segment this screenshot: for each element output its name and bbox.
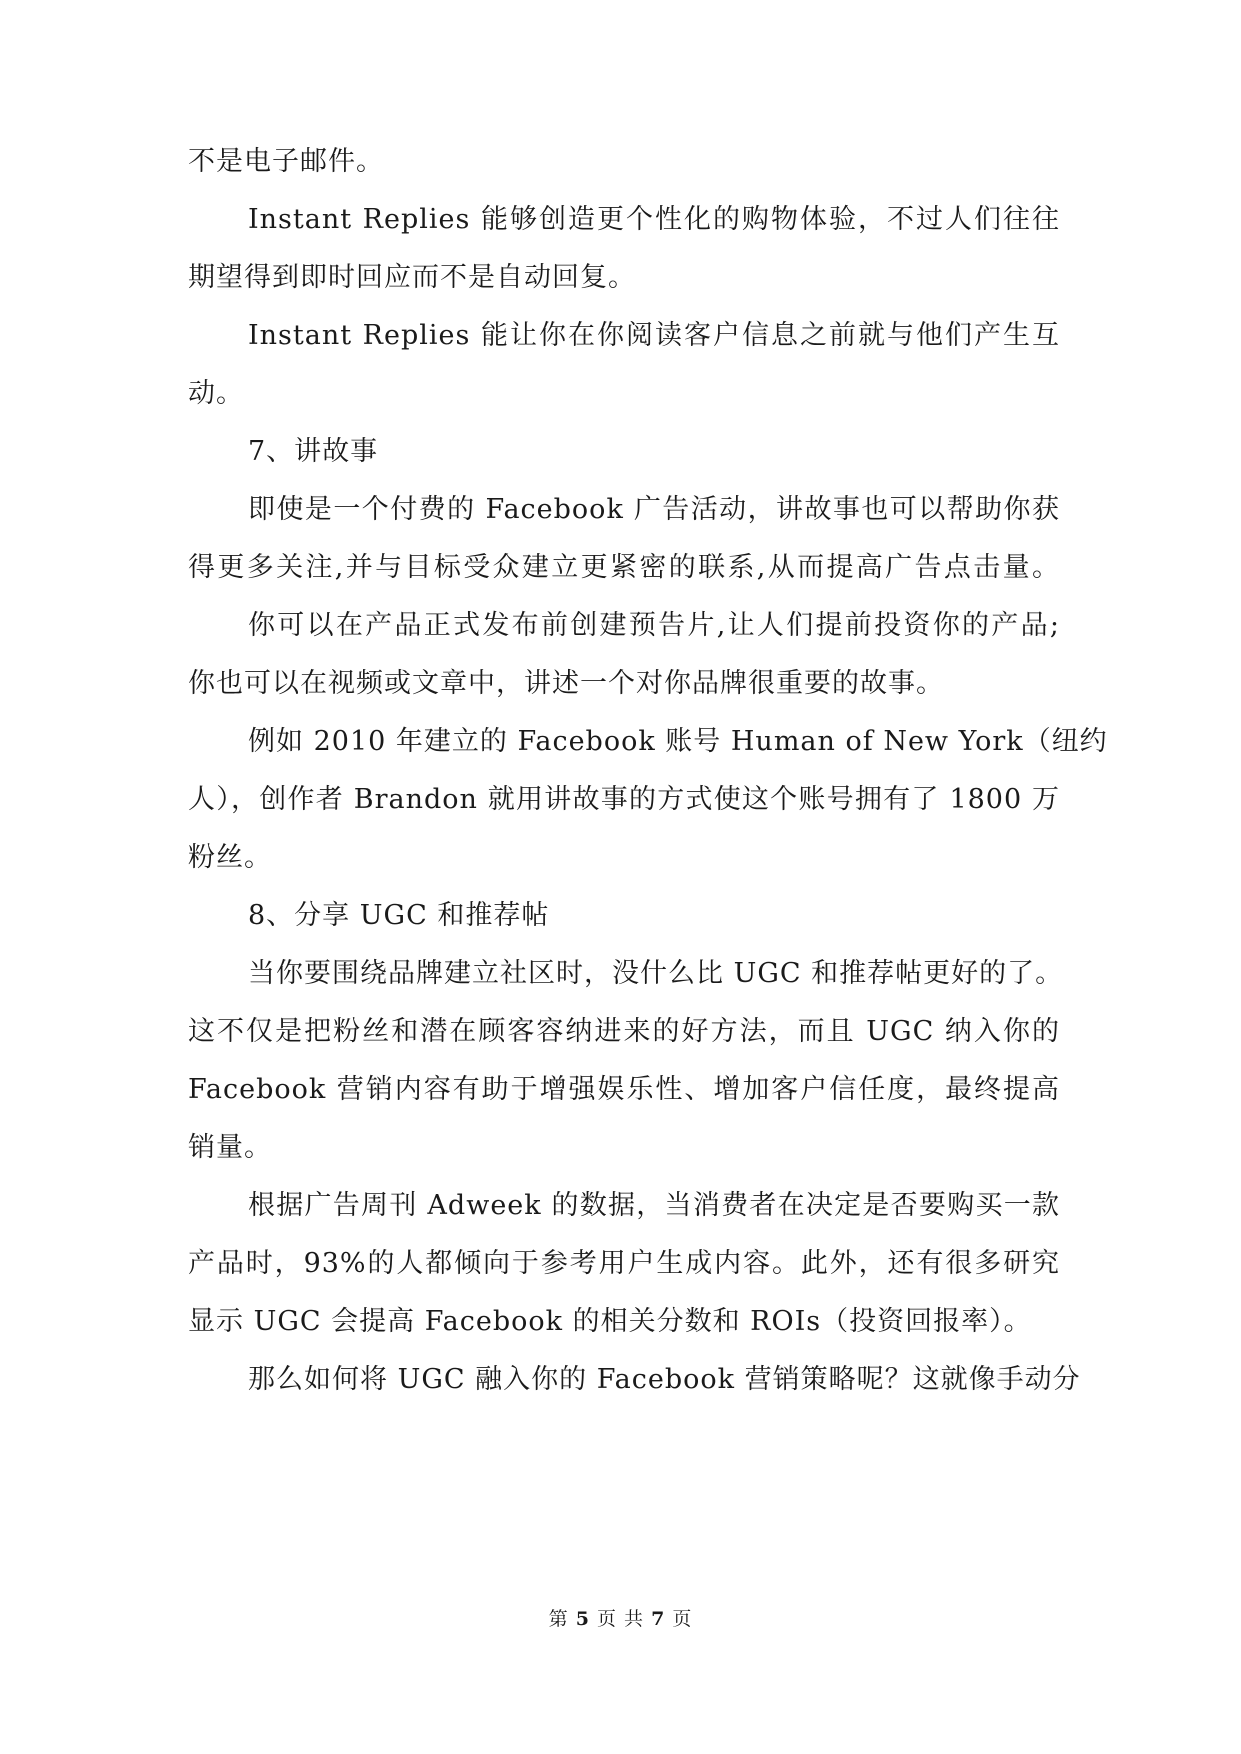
body-line: 你也可以在视频或文章中，讲述一个对你品牌很重要的故事。 — [188, 668, 944, 699]
body-line: 当你要围绕品牌建立社区时，没什么比 UGC 和推荐帖更好的了。 — [248, 958, 1064, 989]
body-line: 期望得到即时回应而不是自动回复。 — [188, 262, 636, 293]
footer-middle: 页 共 — [596, 1608, 645, 1630]
page-footer — [0, 1605, 1241, 1633]
body-line: 那么如何将 UGC 融入你的 Facebook 营销策略呢？这就像手动分 — [248, 1364, 1081, 1395]
total-page-number: 7 — [651, 1608, 666, 1630]
section-heading: 7、讲故事 — [248, 436, 379, 467]
body-line: 即使是一个付费的 Facebook 广告活动，讲故事也可以帮助你获 — [248, 494, 1060, 525]
footer-prefix: 第 — [548, 1608, 569, 1630]
body-line: 例如 2010 年建立的 Facebook 账号 Human of New York（纽约 — [248, 726, 1108, 757]
body-line: Instant Replies 能让你在你阅读客户信息之前就与他们产生互 — [248, 320, 1060, 351]
body-line: 粉丝。 — [188, 842, 272, 873]
body-line: 人），创作者 Brandon 就用讲故事的方式使这个账号拥有了 1800 万 — [188, 784, 1060, 815]
body-line: Instant Replies 能够创造更个性化的购物体验，不过人们往往 — [248, 204, 1060, 235]
body-line: 根据广告周刊 Adweek 的数据，当消费者在决定是否要购买一款 — [248, 1190, 1060, 1221]
body-line: 得更多关注,并与目标受众建立更紧密的联系,从而提高广告点击量。 — [188, 552, 1060, 583]
body-line: 显示 UGC 会提高 Facebook 的相关分数和 ROIs（投资回报率）。 — [188, 1306, 1032, 1337]
body-line: 销量。 — [188, 1132, 272, 1163]
body-line: 你可以在产品正式发布前创建预告片,让人们提前投资你的产品; — [248, 610, 1060, 641]
body-line: 产品时，93%的人都倾向于参考用户生成内容。此外，还有很多研究 — [188, 1248, 1060, 1279]
body-line: 不是电子邮件。 — [188, 146, 384, 177]
section-heading: 8、分享 UGC 和推荐帖 — [248, 900, 550, 931]
footer-suffix: 页 — [672, 1608, 693, 1630]
current-page-number: 5 — [575, 1608, 590, 1630]
body-line: 这不仅是把粉丝和潜在顾客容纳进来的好方法，而且 UGC 纳入你的 — [188, 1016, 1060, 1047]
body-line: Facebook 营销内容有助于增强娱乐性、增加客户信任度，最终提高 — [188, 1074, 1060, 1105]
body-line: 动。 — [188, 378, 244, 409]
